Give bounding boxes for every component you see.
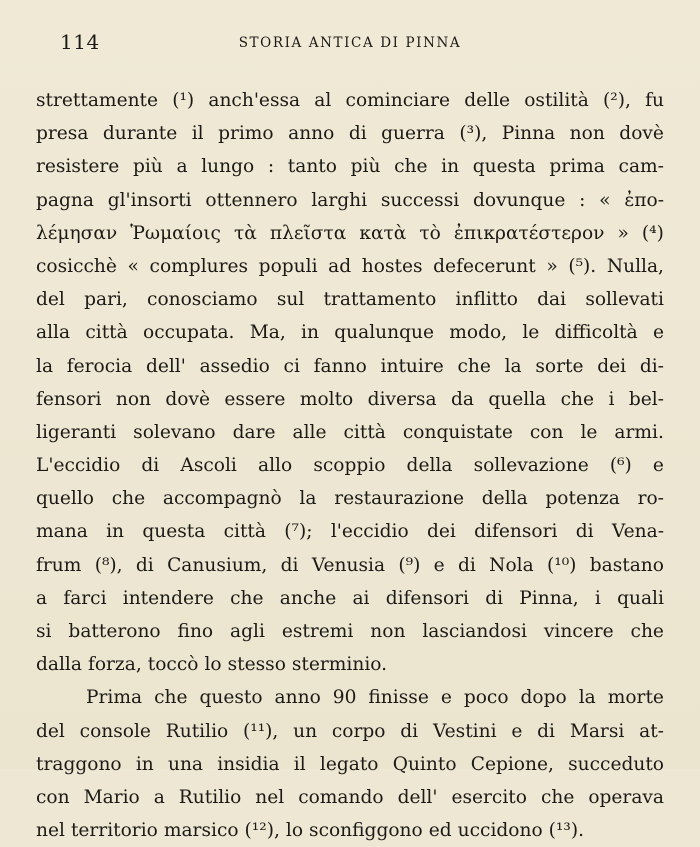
- page-number: 114: [60, 30, 100, 54]
- text-line: si batterono fino agli estremi non lasciandosi vincere che: [36, 621, 664, 642]
- text-line: strettamente (¹) anch'essa al cominciare delle ostilità (²), fu: [36, 90, 664, 111]
- paragraph: [36, 84, 664, 681]
- text-line: a farci intendere che anche ai difensori di Pinna, i quali: [36, 587, 664, 609]
- text-line: Prima che questo anno 90 finisse e poco dopo la morte: [86, 687, 664, 709]
- text-line: presa durante il primo anno di guerra (³), Pinna non dovè: [36, 123, 664, 145]
- text-line: fensori non dovè essere molto diversa da quella che i bel-: [36, 388, 664, 410]
- running-head: [0, 30, 700, 60]
- text-line: mana in questa città (⁷); l'eccidio dei difensori di Vena-: [36, 521, 664, 543]
- text-line: la ferocia dell' assedio ci fanno intuire che la sorte dei di-: [36, 355, 664, 377]
- text-line: λέμησαν Ῥωμαίοις τὰ πλεῖστα κατὰ τὸ ἐπικρατέστερον » (⁴): [36, 222, 664, 244]
- text-line: traggono in una insidia il legato Quinto Cepione, succeduto: [36, 753, 664, 775]
- text-line: L'eccidio di Ascoli allo scoppio della sollevazione (⁶) e: [36, 455, 664, 477]
- paragraph: [36, 681, 664, 847]
- text-line: pagna gl'insorti ottennero larghi successi dovunque : « ἐπο-: [36, 189, 664, 211]
- text-line: resistere più a lungo : tanto più che in questa prima cam-: [36, 156, 664, 178]
- text-line: del console Rutilio (¹¹), un corpo di Vestini e di Marsi at-: [36, 720, 664, 742]
- text-line: del pari, conosciamo sul trattamento inflitto dai sollevati: [36, 289, 664, 311]
- text-line: dalla forza, toccò lo stesso sterminio.: [36, 654, 388, 676]
- text-line: frum (⁸), di Canusium, di Venusia (⁹) e di Nola (¹⁰) bastano: [36, 554, 664, 576]
- text-line: nel territorio marsico (¹²), lo sconfiggono ed uccidono (¹³).: [36, 820, 584, 842]
- body-text: [36, 84, 664, 847]
- text-line: ligeranti solevano dare alle città conquistate con le armi.: [36, 421, 664, 443]
- text-line: cosicchè « complures populi ad hostes defecerunt » (⁵). Nulla,: [36, 255, 664, 277]
- running-title: STORIA ANTICA DI PINNA: [238, 35, 462, 51]
- text-line: quello che accompagnò la restaurazione della potenza ro-: [36, 488, 664, 510]
- text-line: alla città occupata. Ma, in qualunque modo, le difficoltà e: [36, 322, 664, 344]
- text-line: con Mario a Rutilio nel comando dell' esercito che operava: [36, 786, 664, 808]
